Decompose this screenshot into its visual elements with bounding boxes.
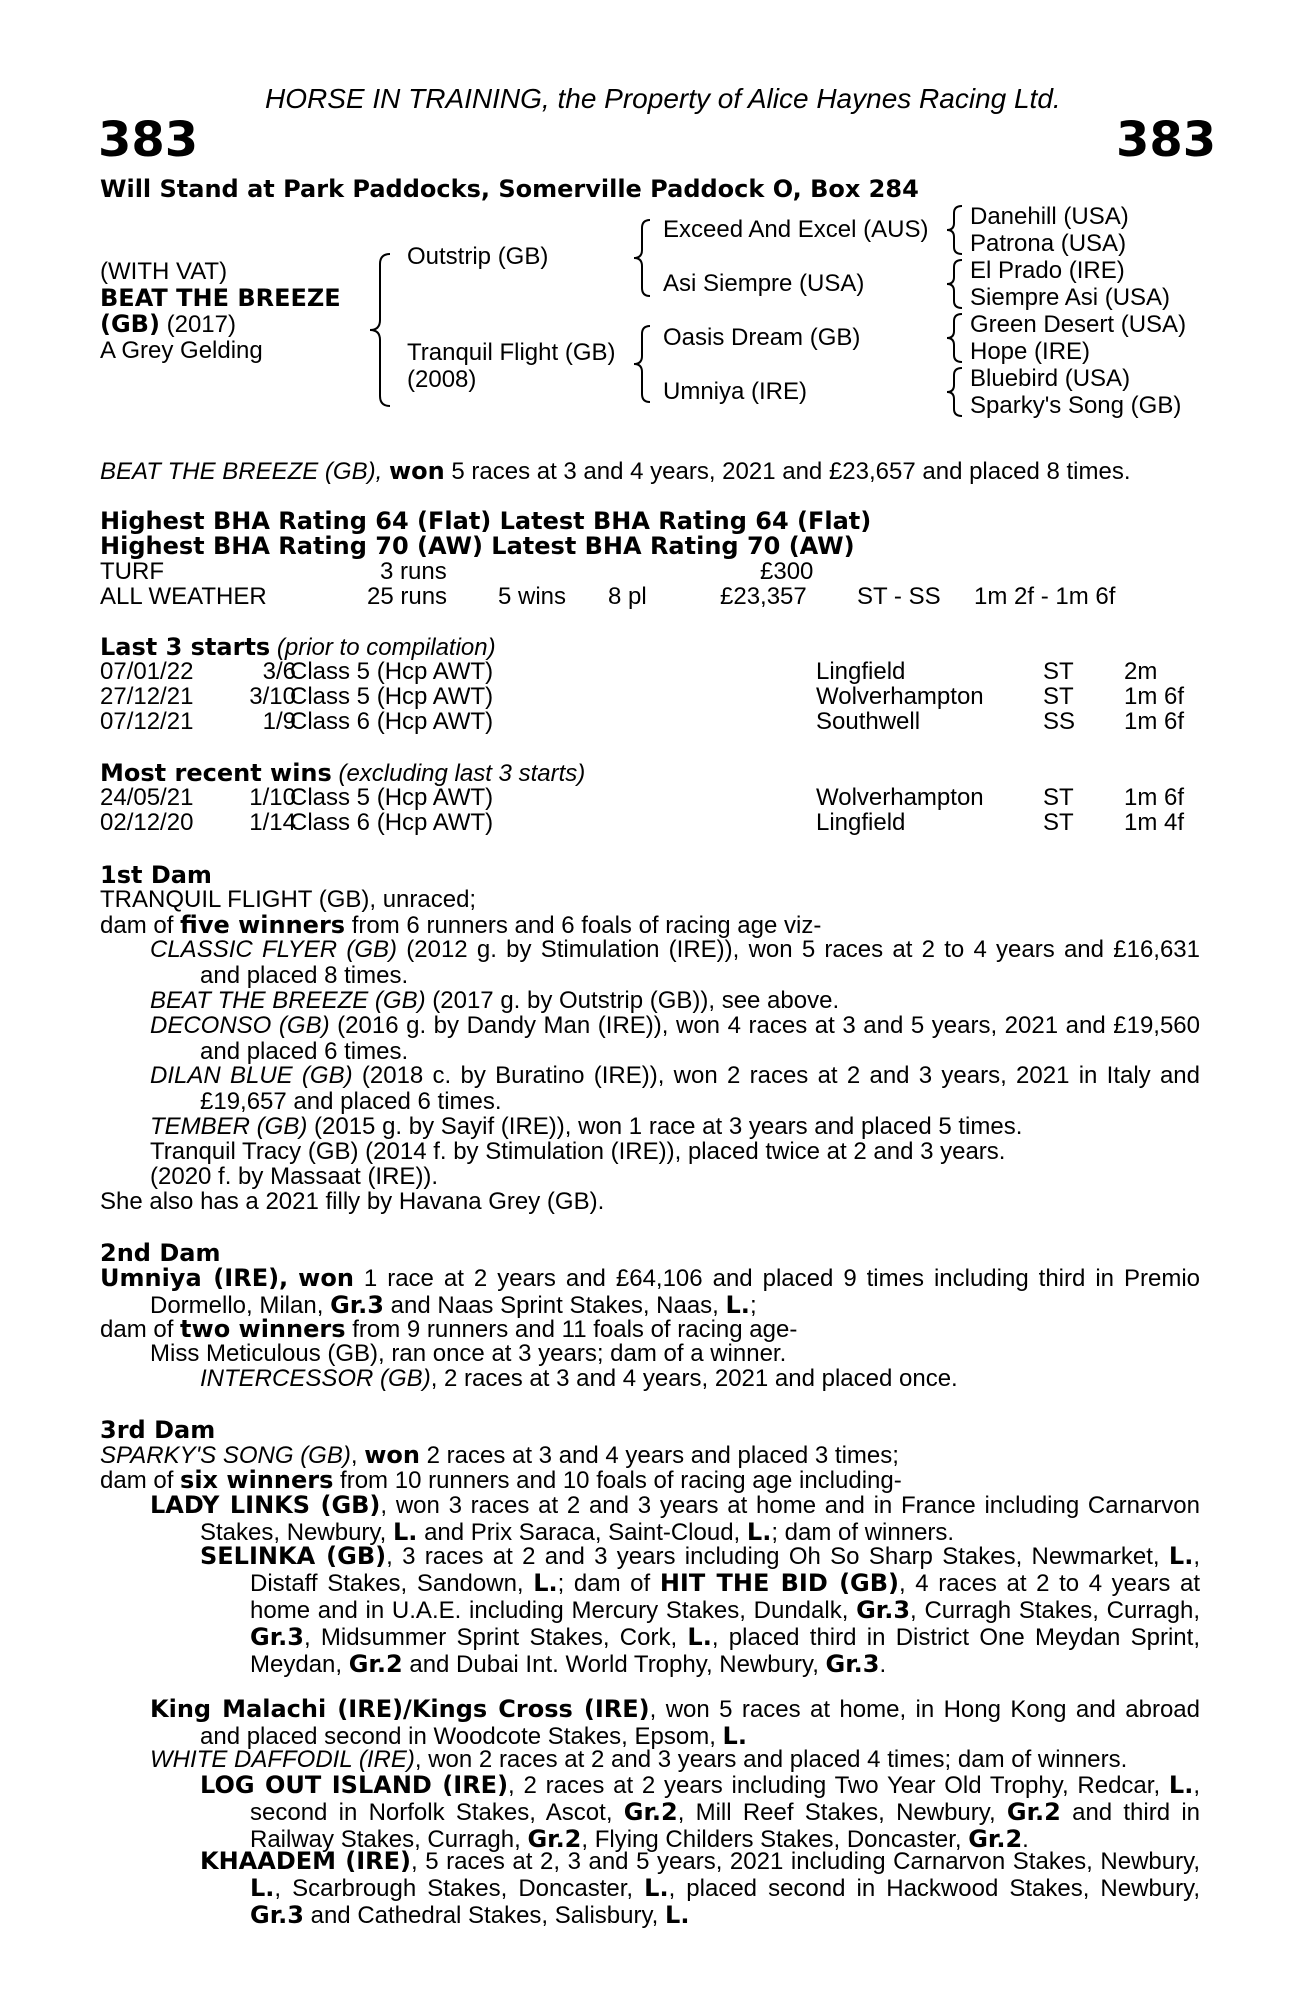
dam3-produce: LADY LINKS (GB), won 3 races at 2 and 3 years at home and in France including Carnarvon Stakes, Newbury, L. and Prix Saraca, Saint-Cloud, L.; dam of winners. bbox=[150, 1491, 1200, 1546]
pedigree-gg5: Green Desert (USA) bbox=[970, 311, 1187, 338]
last3-row: 07/01/22 3/6 Class 5 (Hcp AWT) Lingfield ST 2m bbox=[100, 658, 1158, 685]
pedigree-sire: Outstrip (GB) bbox=[407, 243, 549, 270]
recent-win-row: 24/05/21 1/10 Class 5 (Hcp AWT) Wolverhampton ST 1m 6f bbox=[100, 784, 1185, 811]
pedigree-gg6: Hope (IRE) bbox=[970, 338, 1091, 365]
dam1-produce: BEAT THE BREEZE (GB) (2017 g. by Outstrip (GB)), see above. bbox=[150, 987, 840, 1014]
pedigree-dam-dam: Umniya (IRE) bbox=[663, 378, 808, 405]
pedigree-brace-g2 bbox=[942, 257, 968, 311]
dam1-produce: DECONSO (GB) (2016 g. by Dandy Man (IRE)), won 4 races at 3 and 5 years, 2021 and £19,560 and placed 6 times. bbox=[150, 1012, 1200, 1065]
dam2-produce: Miss Meticulous (GB), ran once at 3 years; dam of a winner. bbox=[150, 1340, 787, 1367]
dam3-record: SPARKY'S SONG (GB), won 2 races at 3 and 4 years and placed 3 times; bbox=[100, 1441, 899, 1469]
last3-row: 07/12/21 1/9 Class 6 (Hcp AWT) Southwell SS 1m 6f bbox=[100, 708, 1185, 735]
lot-number-left: 383 bbox=[98, 112, 199, 168]
pedigree-gg7: Bluebird (USA) bbox=[970, 365, 1131, 392]
stand-location: Will Stand at Park Paddocks, Somerville Paddock O, Box 284 bbox=[100, 175, 919, 203]
pedigree-brace-g3 bbox=[942, 311, 968, 365]
record-all-weather: ALL WEATHER 25 runs 5 wins 8 pl £23,357 ST - SS 1m 2f - 1m 6f bbox=[100, 583, 1116, 610]
page-title: HORSE IN TRAINING, the Property of Alice Haynes Racing Ltd. bbox=[265, 83, 1061, 114]
pedigree-gg8: Sparky's Song (GB) bbox=[970, 392, 1182, 419]
last3-row: 27/12/21 3/10 Class 5 (Hcp AWT) Wolverhampton ST 1m 6f bbox=[100, 683, 1185, 710]
dam1-heading: 1st Dam bbox=[100, 861, 212, 889]
pedigree-dam-year: (2008) bbox=[407, 366, 477, 393]
pedigree-brace-dam bbox=[628, 322, 658, 406]
dam2-record: Umniya (IRE), won 1 race at 2 years and £64,106 and placed 9 times including third in Premio Dormello, Milan, Gr.3 and Naas Sprint Stakes, Naas, L.; bbox=[100, 1264, 1200, 1319]
pedigree-brace-g4 bbox=[942, 365, 968, 419]
dam1-produce: (2020 f. by Massaat (IRE)). bbox=[150, 1163, 439, 1190]
dam3-produce: King Malachi (IRE)/Kings Cross (IRE), won 5 races at home, in Hong Kong and abroad and placed second in Woodcote Stakes, Epsom, L. bbox=[150, 1695, 1201, 1750]
pedigree-sire-sire: Exceed And Excel (AUS) bbox=[663, 216, 929, 243]
lot-number-right: 383 bbox=[1116, 112, 1217, 168]
pedigree-gg1: Danehill (USA) bbox=[970, 203, 1129, 230]
dam3-grandproduce: LOG OUT ISLAND (IRE), 2 races at 2 years including Two Year Old Trophy, Redcar, L., second in Norfolk Stakes, Ascot, Gr.2, Mill Reef Stakes, Newbury, Gr.2 and third in Railway Stakes, Curragh, Gr.2, Flying Childers Stakes, Doncaster, Gr.2. bbox=[200, 1771, 1201, 1853]
pedigree-brace-sire bbox=[628, 216, 658, 300]
dam2-grandproduce: INTERCESSOR (GB), 2 races at 3 and 4 years, 2021 and placed once. bbox=[200, 1365, 958, 1392]
pedigree-gg4: Siempre Asi (USA) bbox=[970, 284, 1171, 311]
dam1-produce: DILAN BLUE (GB) (2018 c. by Buratino (IRE)), won 2 races at 2 and 3 years, 2021 in Italy and £19,657 and placed 6 times. bbox=[150, 1062, 1200, 1115]
pedigree-dam-sire: Oasis Dream (GB) bbox=[663, 324, 861, 351]
last3-heading: Last 3 starts (prior to compilation) bbox=[100, 633, 496, 661]
dam3-grandproduce: SELINKA (GB), 3 races at 2 and 3 years including Oh So Sharp Stakes, Newmarket, L., Distaff Stakes, Sandown, L.; dam of HIT THE BID (GB), 4 races at 2 to 4 years at home and in U.A.E. including Mercury Stakes, Dundalk, Gr.3, Curragh Stakes, Curragh, Gr.3, Midsummer Sprint Stakes, Cork, L., placed third in District One Meydan Sprint, Meydan, Gr.2 and Dubai Int. World Trophy, Newbury, Gr.3. bbox=[200, 1542, 1201, 1678]
horse-description: A Grey Gelding bbox=[100, 337, 263, 364]
dam1-line: TRANQUIL FLIGHT (GB), unraced; bbox=[100, 886, 477, 913]
pedigree-sire-dam: Asi Siempre (USA) bbox=[663, 270, 865, 297]
pedigree-gg2: Patrona (USA) bbox=[970, 230, 1127, 257]
pedigree-gg3: El Prado (IRE) bbox=[970, 257, 1125, 284]
dam1-produce: Tranquil Tracy (GB) (2014 f. by Stimulation (IRE)), placed twice at 2 and 3 years. bbox=[150, 1138, 1006, 1165]
dam2-summary: dam of two winners from 9 runners and 11 foals of racing age- bbox=[100, 1315, 798, 1343]
dam3-grandproduce: KHAADEM (IRE), 5 races at 2, 3 and 5 years, 2021 including Carnarvon Stakes, Newbury, L., Scarbrough Stakes, Doncaster, L., placed second in Hackwood Stakes, Newbury, Gr.3 and Cathedral Stakes, Salisbury, L. bbox=[200, 1847, 1201, 1929]
dam1-note: She also has a 2021 filly by Havana Grey (GB). bbox=[100, 1188, 605, 1215]
dam2-heading: 2nd Dam bbox=[100, 1239, 221, 1267]
dam1-produce: TEMBER (GB) (2015 g. by Sayif (IRE)), won 1 race at 3 years and placed 5 times. bbox=[150, 1113, 1023, 1140]
race-summary: BEAT THE BREEZE (GB), won 5 races at 3 and 4 years, 2021 and £23,657 and placed 8 times. bbox=[100, 457, 1131, 485]
record-turf: TURF 3 runs £300 bbox=[100, 558, 814, 585]
rating-flat: Highest BHA Rating 64 (Flat) Latest BHA Rating 64 (Flat) bbox=[100, 507, 872, 535]
dam3-summary: dam of six winners from 10 runners and 10 foals of racing age including- bbox=[100, 1466, 902, 1494]
pedigree-brace-g1 bbox=[942, 203, 968, 257]
recent-win-row: 02/12/20 1/14 Class 6 (Hcp AWT) Lingfield ST 1m 4f bbox=[100, 809, 1185, 836]
dam1-summary: dam of five winners from 6 runners and 6 foals of racing age viz- bbox=[100, 911, 822, 939]
recent-wins-heading: Most recent wins (excluding last 3 starts) bbox=[100, 759, 586, 787]
dam3-heading: 3rd Dam bbox=[100, 1416, 216, 1444]
dam3-produce: WHITE DAFFODIL (IRE), won 2 races at 2 and 3 years and placed 4 times; dam of winners. bbox=[150, 1746, 1128, 1773]
pedigree-brace-main bbox=[360, 250, 400, 410]
horse-name: BEAT THE BREEZE bbox=[100, 284, 341, 312]
horse-origin-year: (GB) (2017) bbox=[100, 310, 236, 338]
pedigree-dam: Tranquil Flight (GB) bbox=[407, 339, 616, 366]
vat-note: (WITH VAT) bbox=[100, 258, 228, 285]
rating-aw: Highest BHA Rating 70 (AW) Latest BHA Rating 70 (AW) bbox=[100, 532, 855, 560]
dam1-produce: CLASSIC FLYER (GB) (2012 g. by Stimulation (IRE)), won 5 races at 2 to 4 years and £16,631 and placed 8 times. bbox=[150, 936, 1200, 989]
